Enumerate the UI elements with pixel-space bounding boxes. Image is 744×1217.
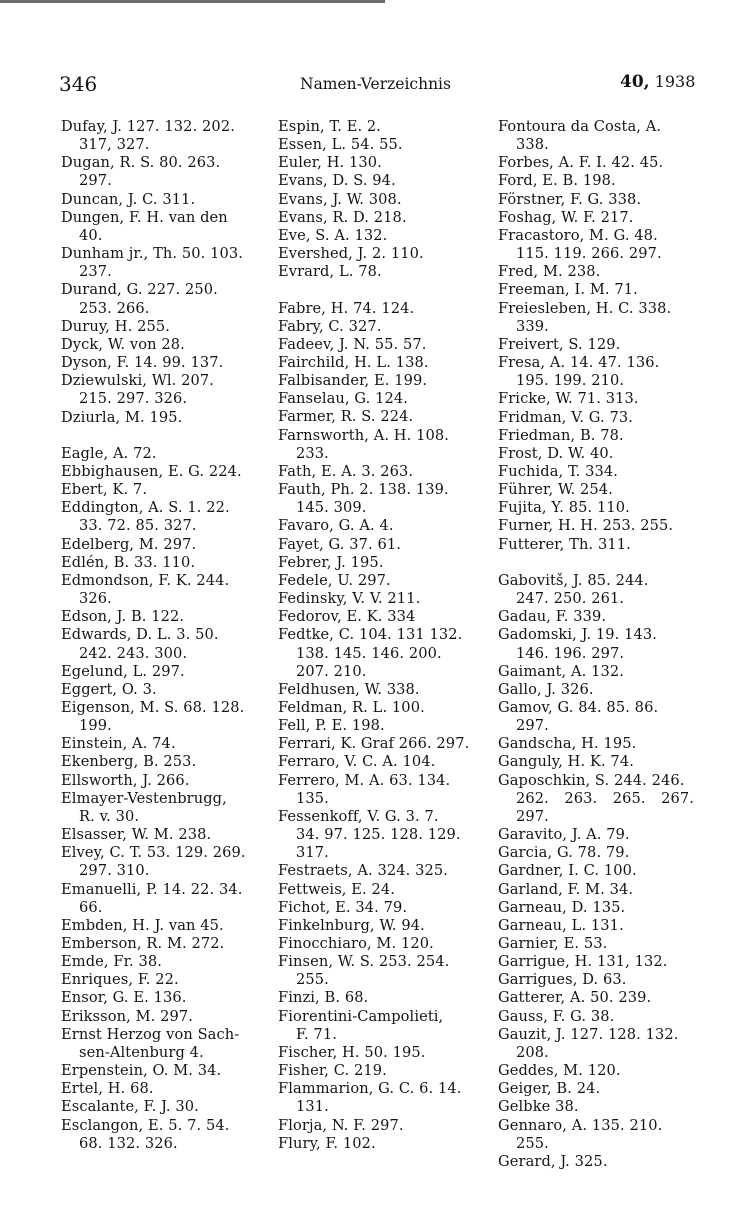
letter-gap [61, 427, 256, 445]
index-entry: Evans, J. W. 308. [278, 190, 402, 208]
index-entry: Duruy, H. 255. [61, 317, 170, 335]
index-entry: Friedman, B. 78. [498, 426, 624, 444]
index-entry: Ford, E. B. 198. [498, 172, 616, 190]
index-entry: Fedtke, C. 104. 131 132. 138. 145. 146. 200. 207. 210. [278, 626, 463, 680]
index-entry: Fauth, Ph. 2. 138. 139. 145. 309. [278, 481, 449, 517]
index-entry: Enriques, F. 22. [61, 971, 179, 989]
index-entry: Ferraro, V. C. A. 104. [278, 753, 436, 771]
index-entry: Fricke, W. 71. 313. [498, 390, 639, 408]
index-entry: Fedele, U. 297. [278, 571, 391, 589]
index-entry: Förstner, F. G. 338. [498, 190, 642, 208]
letter-gap [498, 554, 694, 572]
index-entry: Ellsworth, J. 266. [61, 771, 190, 789]
index-entry: Eriksson, M. 297. [61, 1007, 193, 1025]
index-entry: Gerard, J. 325. [498, 1152, 608, 1170]
index-entry: Einstein, A. 74. [61, 735, 176, 753]
index-entry: Garneau, L. 131. [498, 916, 624, 934]
index-entry: Finocchiaro, M. 120. [278, 935, 434, 953]
index-entry: Gauss, F. G. 38. [498, 1007, 615, 1025]
index-entry: Fayet, G. 37. 61. [278, 535, 402, 553]
index-entry: Elsasser, W. M. 238. [61, 826, 212, 844]
index-entry: Finkelnburg, W. 94. [278, 916, 425, 934]
index-entry: Egelund, L. 297. [61, 662, 185, 680]
index-entry: Gauzit, J. 127. 128. 132. 208. [498, 1025, 679, 1061]
index-entry: Garrigues, D. 63. [498, 971, 627, 989]
index-entry: Dziurla, M. 195. [61, 408, 183, 426]
index-entry: Fedinsky, V. V. 211. [278, 590, 421, 608]
index-entry: Gabovitš, J. 85. 244. 247. 250. 261. [498, 571, 649, 608]
index-entry: Gamov, G. 84. 85. 86. 297. [498, 698, 659, 735]
index-entry: Garavito, J. A. 79. [498, 826, 630, 844]
index-entry: Ebert, K. 7. [61, 481, 148, 499]
index-entry: Finzi, B. 68. [278, 989, 369, 1007]
index-entry: Farnsworth, A. H. 108. 233. [278, 426, 450, 462]
index-entry: Gallo, J. 326. [498, 680, 594, 698]
index-entry: Gardner, I. C. 100. [498, 862, 637, 880]
index-column-1 [61, 118, 256, 1153]
index-entry: Futterer, Th. 311. [498, 535, 631, 553]
index-entry: Ebbighausen, E. G. 224. [61, 462, 242, 480]
index-entry: Fabry, C. 327. [278, 317, 382, 335]
index-entry: Garnier, E. 53. [498, 935, 608, 953]
index-entry: Ekenberg, B. 253. [61, 753, 197, 771]
running-title: Namen-Verzeichnis [300, 75, 451, 93]
index-entry: Eve, S. A. 132. [278, 226, 388, 244]
index-entry: Forbes, A. F. I. 42. 45. [498, 154, 664, 172]
index-entry: Dugan, R. S. 80. 263. 297. [61, 154, 221, 190]
volume-info [620, 72, 695, 92]
index-entry: Fisher, C. 219. [278, 1062, 387, 1080]
index-entry: Essen, L. 54. 55. [278, 136, 403, 154]
index-entry: Dungen, F. H. van den 40. [61, 208, 228, 244]
index-entry: Erpenstein, O. M. 34. [61, 1062, 222, 1080]
index-entry: Ertel, H. 68. [61, 1080, 154, 1098]
volume-number: 40, [620, 72, 650, 92]
index-entry: Fracastoro, M. G. 48. 115. 119. 266. 297. [498, 226, 662, 263]
index-entry: Ganguly, H. K. 74. [498, 753, 634, 771]
top-rule [0, 0, 385, 3]
index-entry: Fabre, H. 74. 124. [278, 299, 415, 317]
index-entry: Garland, F. M. 34. [498, 880, 634, 898]
index-entry: Fadeev, J. N. 55. 57. [278, 335, 427, 353]
index-entry: Florja, N. F. 297. [278, 1116, 404, 1134]
index-entry: Freivert, S. 129. [498, 335, 621, 353]
index-entry: Evans, R. D. 218. [278, 208, 407, 226]
index-entry: Eddington, A. S. 1. 22. 33. 72. 85. 327. [61, 499, 230, 535]
index-entry: Falbisander, E. 199. [278, 372, 428, 390]
index-entry: Fiorentini-Campolieti, F. 71. [278, 1007, 444, 1043]
index-entry: Durand, G. 227. 250. 253. 266. [61, 281, 218, 317]
index-entry: Fontoura da Costa, A. 338. [498, 118, 662, 154]
index-entry: Elvey, C. T. 53. 129. 269. 297. 310. [61, 844, 246, 880]
index-entry: Espin, T. E. 2. [278, 118, 382, 135]
index-entry: Gandscha, H. 195. [498, 735, 637, 753]
page-header [0, 72, 744, 102]
index-entry: Dyson, F. 14. 99. 137. [61, 354, 224, 372]
index-entry: Fuchida, T. 334. [498, 462, 619, 480]
page-number: 346 [59, 72, 98, 96]
index-entry: Gatterer, A. 50. 239. [498, 989, 652, 1007]
index-entry: Emde, Fr. 38. [61, 953, 163, 971]
index-entry: Fanselau, G. 124. [278, 390, 409, 408]
index-entry: Fred, M. 238. [498, 263, 601, 281]
index-entry: Esclangon, E. 5. 7. 54. 68. 132. 326. [61, 1116, 230, 1152]
index-entry: Finsen, W. S. 253. 254. 255. [278, 953, 450, 989]
index-entry: Edelberg, M. 297. [61, 535, 197, 553]
index-entry: Ferrari, K. Graf 266. 297. [278, 735, 470, 753]
index-entry: Fessenkoff, V. G. 3. 7. 34. 97. 125. 128. 129. 317. [278, 807, 461, 862]
index-entry: Duncan, J. C. 311. [61, 190, 196, 208]
index-entry: Gelbke 38. [498, 1098, 579, 1116]
index-entry: Fresa, A. 14. 47. 136. 195. 199. 210. [498, 354, 660, 390]
index-entry: Fridman, V. G. 73. [498, 408, 634, 426]
index-entry: Elmayer-Vestenbrugg, R. v. 30. [61, 789, 227, 825]
index-entry: Evrard, L. 78. [278, 263, 382, 281]
index-entry: Feldhusen, W. 338. [278, 680, 420, 698]
index-entry: Gadomski, J. 19. 143. 146. 196. 297. [498, 626, 658, 662]
index-entry: Freiesleben, H. C. 338. 339. [498, 299, 672, 335]
index-entry: Fell, P. E. 198. [278, 717, 385, 735]
index-entry: Freeman, I. M. 71. [498, 281, 638, 299]
index-entry: Embden, H. J. van 45. [61, 916, 224, 934]
index-entry: Gaimant, A. 132. [498, 662, 625, 680]
index-entry: Furner, H. H. 253. 255. [498, 517, 674, 535]
index-entry: Dyck, W. von 28. [61, 335, 185, 353]
index-entry: Gennaro, A. 135. 210. 255. [498, 1116, 663, 1152]
index-entry: Geiger, B. 24. [498, 1080, 601, 1098]
index-entry: Edlén, B. 33. 110. [61, 553, 196, 571]
index-entry: Feldman, R. L. 100. [278, 698, 425, 716]
index-entry: Gaposchkin, S. 244. 246. 262. 263. 265. 267. 297. [498, 771, 694, 825]
volume-year: 1938 [654, 72, 696, 91]
index-entry: Gadau, F. 339. [498, 608, 607, 626]
index-entry: Geddes, M. 120. [498, 1062, 621, 1080]
index-entry: Euler, H. 130. [278, 154, 382, 172]
index-entry: Dziewulski, Wl. 207. 215. 297. 326. [61, 372, 214, 408]
index-entry: Festraets, A. 324. 325. [278, 862, 449, 880]
index-entry: Escalante, F. J. 30. [61, 1098, 199, 1116]
index-entry: Garrigue, H. 131, 132. [498, 953, 668, 971]
index-entry: Fedorov, E. K. 334 [278, 608, 416, 626]
index-entry: Fettweis, E. 24. [278, 880, 395, 898]
index-entry: Fairchild, H. L. 138. [278, 354, 429, 372]
index-entry: Foshag, W. F. 217. [498, 208, 634, 226]
index-entry: Edson, J. B. 122. [61, 608, 185, 626]
index-column-3 [498, 118, 694, 1171]
index-entry: Garneau, D. 135. [498, 898, 626, 916]
index-entry: Evans, D. S. 94. [278, 172, 396, 190]
index-entry: Flury, F. 102. [278, 1134, 376, 1152]
index-entry: Garcia, G. 78. 79. [498, 844, 630, 862]
index-entry: Eigenson, M. S. 68. 128. 199. [61, 698, 245, 735]
index-entry: Edwards, D. L. 3. 50. 242. 243. 300. [61, 626, 219, 662]
index-entry: Ensor, G. E. 136. [61, 989, 187, 1007]
letter-gap [278, 281, 473, 299]
index-entry: Emberson, R. M. 272. [61, 935, 225, 953]
index-entry: Flammarion, G. C. 6. 14. 131. [278, 1080, 462, 1116]
index-entry: Favaro, G. A. 4. [278, 517, 394, 535]
index-entry: Fath, E. A. 3. 263. [278, 462, 414, 480]
index-entry: Fujita, Y. 85. 110. [498, 499, 630, 517]
index-entry: Evershed, J. 2. 110. [278, 245, 424, 263]
index-entry: Frost, D. W. 40. [498, 444, 614, 462]
index-entry: Eagle, A. 72. [61, 444, 157, 462]
index-entry: Edmondson, F. K. 244. 326. [61, 571, 230, 608]
index-entry: Febrer, J. 195. [278, 553, 384, 571]
index-entry: Dufay, J. 127. 132. 202. 317, 327. [61, 118, 235, 154]
index-entry: Emanuelli, P. 14. 22. 34. 66. [61, 880, 243, 916]
index-entry: Dunham jr., Th. 50. 103. 237. [61, 245, 244, 281]
index-entry: Eggert, O. 3. [61, 680, 157, 698]
index-entry: Führer, W. 254. [498, 481, 613, 499]
index-entry: Ernst Herzog von Sach- sen-Altenburg 4. [61, 1025, 240, 1061]
index-column-2 [278, 118, 473, 1153]
index-entry: Fischer, H. 50. 195. [278, 1043, 426, 1061]
index-entry: Fichot, E. 34. 79. [278, 898, 408, 916]
index-entry: Ferrero, M. A. 63. 134. 135. [278, 771, 451, 807]
index-entry: Farmer, R. S. 224. [278, 408, 414, 426]
